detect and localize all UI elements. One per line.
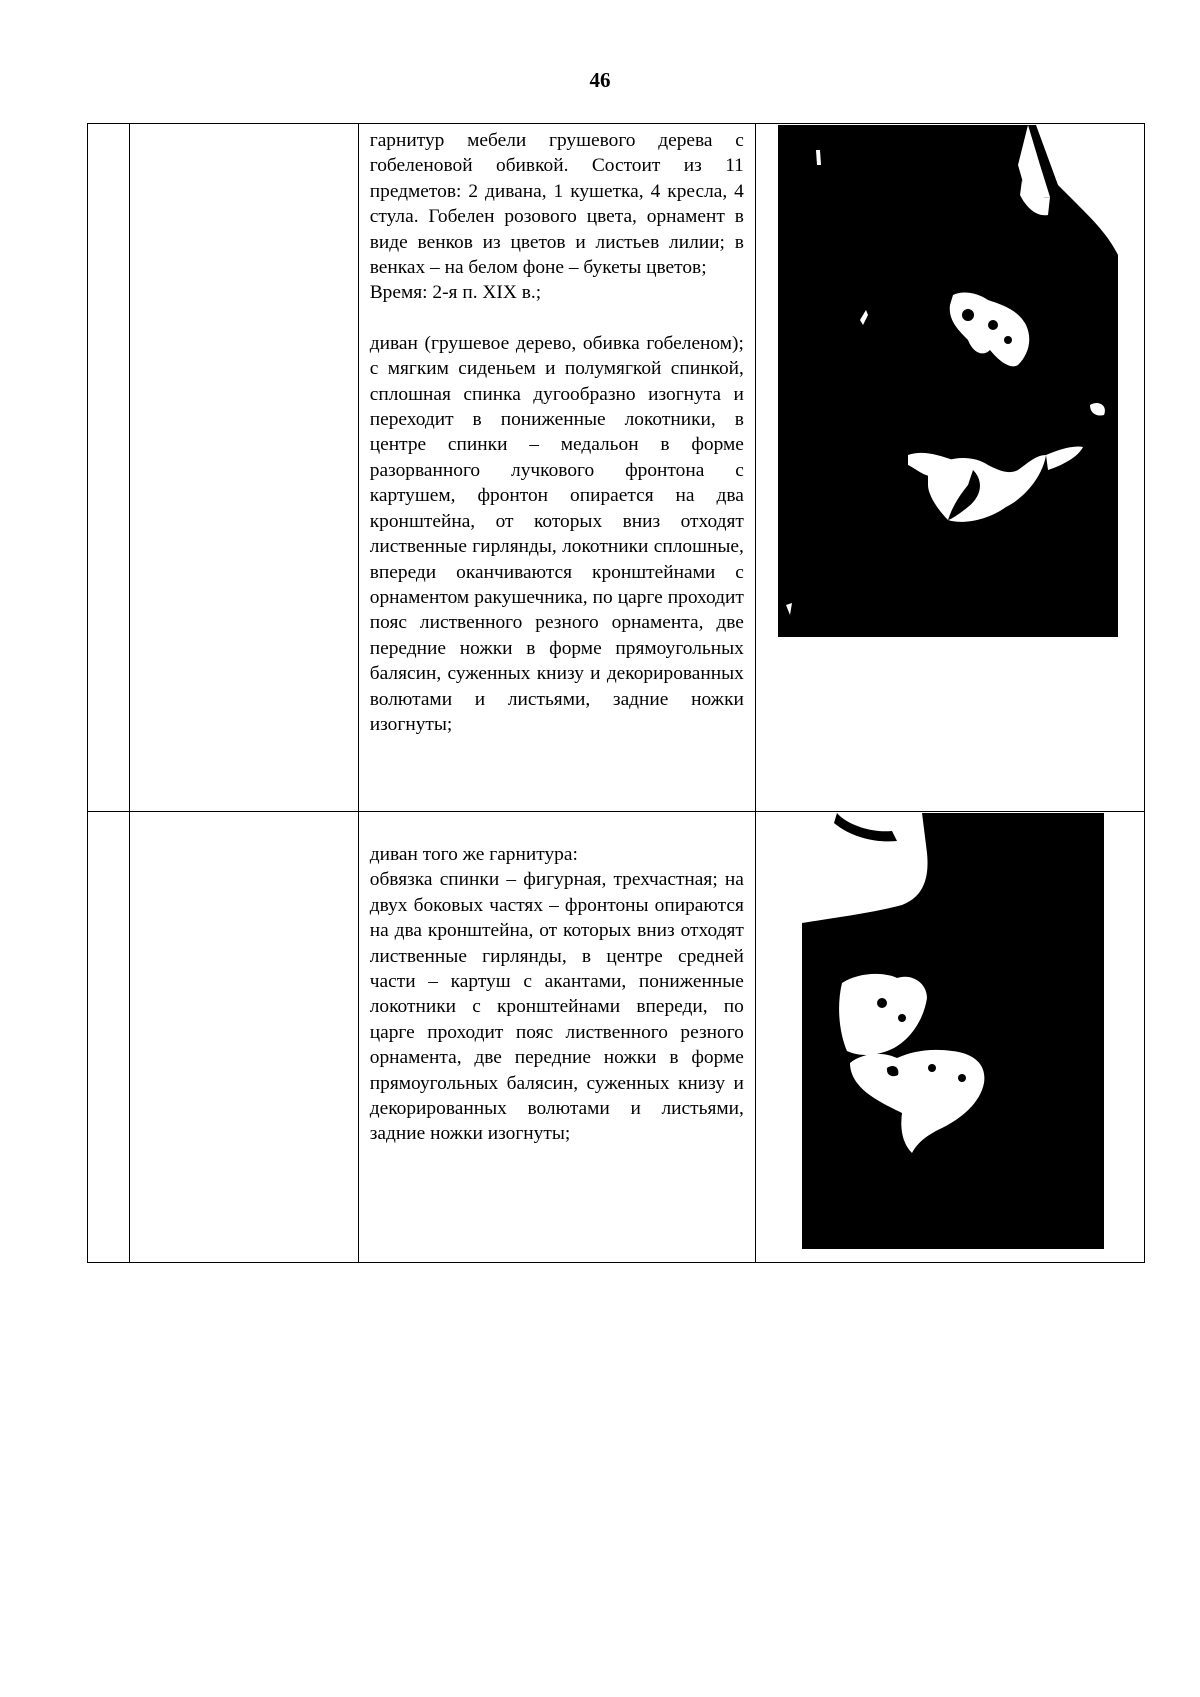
- description-cell: [358, 124, 755, 812]
- name-cell: [130, 812, 359, 1263]
- name-cell: [130, 124, 359, 812]
- number-cell: [88, 812, 130, 1263]
- second-sofa-photo: [802, 813, 1104, 1249]
- set-description: гарнитур мебели грушевого дерева с гобеленовой обивкой. Состоит из 11 предметов: 2 дивана, 1 кушетка, 4 кресла, 4 стула. Гобелен розового цвета, орнамент в виде венков из цветов и листьев лилии; в венках – на белом фоне – букеты цветов;: [369, 130, 744, 279]
- sofa-description: диван (грушевое дерево, обивка гобеленом); с мягким сиденьем и полумягкой спинкой, сплошная спинка дугообразно изогнута и переходит в пониженные локотники, в центре спинки – медальон в форме разорванного лучкового фронтона с картушем, фронтон опирается на два кронштейна, от которых вниз отходят лиственные гирлянды, локотники сплошные, впереди оканчиваются кронштейнами с орнаментом ракушечника, по царге проходит пояс лиственного резного орнамента, две передние ножки в форме прямоугольных балясин, суженных книзу и декорированных волютами и листьями, задние ножки изогнуты;: [369, 332, 744, 735]
- dating: Время: 2-я п. XIX в.;: [369, 282, 542, 304]
- photo-cell: [755, 812, 1144, 1263]
- number-cell: [88, 124, 130, 812]
- photo-cell: [755, 124, 1144, 812]
- page-number: 46: [589, 68, 611, 92]
- table-row: [88, 812, 1145, 1263]
- sofa-photo: [778, 125, 1118, 637]
- catalog-table: [87, 123, 1145, 1263]
- table-row: [88, 124, 1145, 812]
- description-cell: [358, 812, 755, 1263]
- second-sofa-description: обвязка спинки – фигурная, трехчастная; на двух боковых частях – фронтоны опираются на два кронштейна, от которых вниз отходят лиственные гирлянды, в центре средней части – картуш с акантами, пониженные локотники с кронштейнами впереди, по царге проходит пояс лиственного резного орнамента, две передние ножки в форме прямоугольных балясин, суженных книзу и декорированных волютами и листьями, задние ножки изогнуты;: [369, 869, 744, 1145]
- second-sofa-title: диван того же гарнитура:: [369, 844, 578, 865]
